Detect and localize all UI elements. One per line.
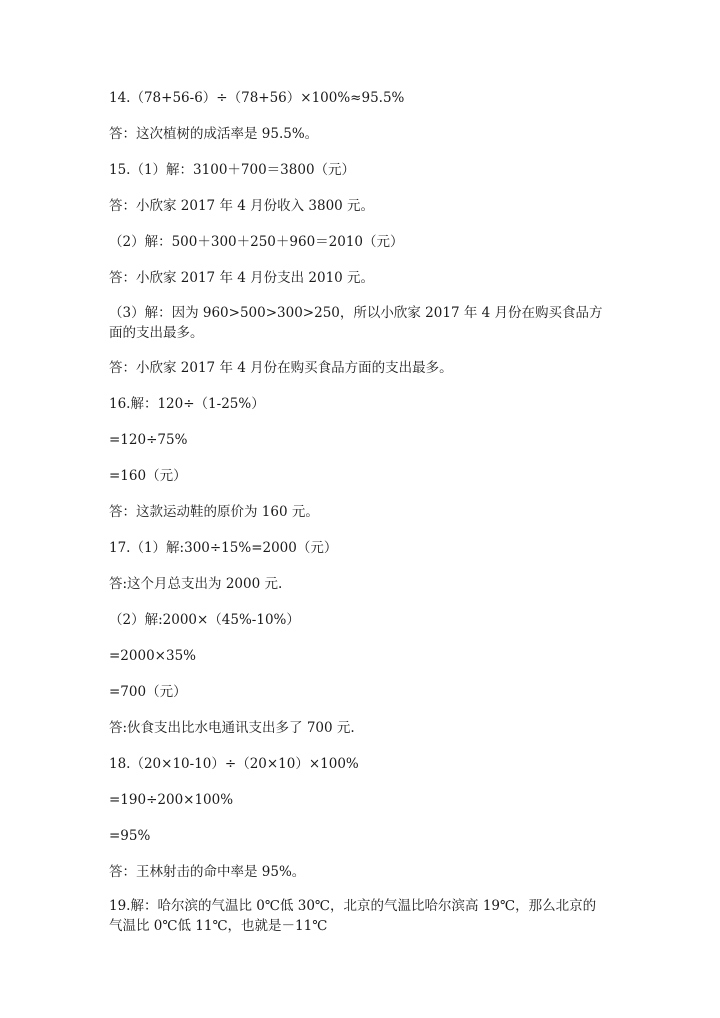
q19-solution: 19.解：哈尔滨的气温比 0℃低 30℃，北京的气温比哈尔滨高 19℃，那么北京的气温比 0℃低 11℃，也就是－11℃ — [109, 898, 597, 934]
q15-part2-answer: 答：小欣家 2017 年 4 月份支出 2010 元。 — [109, 270, 375, 286]
q17-part2-answer: 答:伙食支出比水电通讯支出多了 700 元. — [109, 720, 355, 736]
q15-part1-solution: 15.（1）解：3100＋700＝3800（元） — [109, 162, 356, 178]
q18-step1: =190÷200×100% — [109, 792, 234, 808]
q14-formula: 14.（78+56-6）÷（78+56）×100%≈95.5% — [109, 90, 405, 106]
q15-part3-solution: （3）解：因为 960>500>300>250，所以小欣家 2017 年 4 月份在购买食品方面的支出最多。 — [109, 305, 603, 341]
q18-step2: =95% — [109, 828, 151, 844]
q16-step1: =120÷75% — [109, 432, 188, 448]
q18-formula: 18.（20×10-10）÷（20×10）×100% — [109, 756, 359, 772]
q17-part2-solution: （2）解:2000×（45%-10%） — [109, 612, 300, 628]
q15-part1-answer: 答：小欣家 2017 年 4 月份收入 3800 元。 — [109, 198, 375, 214]
q15-part2-solution: （2）解：500＋300＋250＋960＝2010（元） — [109, 234, 404, 250]
q17-part1-answer: 答:这个月总支出为 2000 元. — [109, 576, 283, 592]
q17-part2-step2: =700（元） — [109, 684, 187, 700]
q16-solution: 16.解：120÷（1-25%） — [109, 396, 265, 412]
q17-part2-step1: =2000×35% — [109, 648, 196, 664]
q17-part1-solution: 17.（1）解:300÷15%=2000（元） — [109, 540, 338, 556]
q18-answer: 答：王林射击的命中率是 95%。 — [109, 864, 306, 880]
q16-answer: 答：这款运动鞋的原价为 160 元。 — [109, 504, 319, 520]
q15-part3-answer: 答：小欣家 2017 年 4 月份在购买食品方面的支出最多。 — [109, 360, 453, 376]
q16-step2: =160（元） — [109, 468, 187, 484]
q14-answer: 答：这次植树的成活率是 95.5%。 — [109, 126, 319, 142]
